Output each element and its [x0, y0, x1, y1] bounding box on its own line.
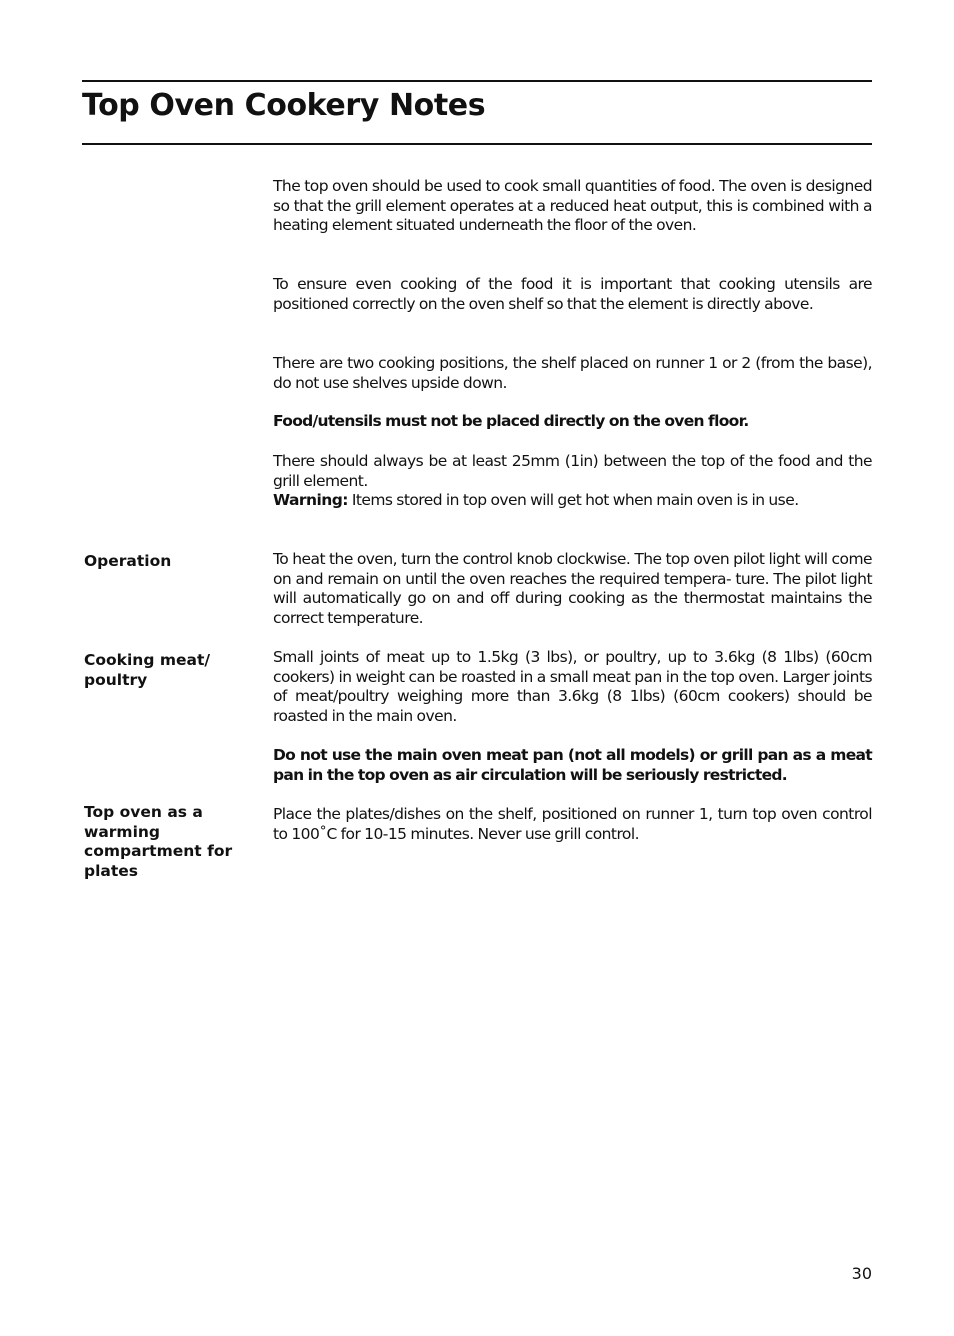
- operation-heading: Operation: [84, 552, 172, 570]
- cooking-meat-heading: Cooking meat/ poultry: [84, 651, 211, 689]
- intro-paragraph-utensil-position: To ensure even cooking of the food it is important that cooking utensils are positioned correctly on the oven shelf so that the element is directly above.: [273, 275, 872, 313]
- intro-floor-warning: Food/utensils must not be placed directly on the oven floor.: [273, 412, 749, 430]
- intro-paragraph-cooking-positions: There are two cooking positions, the shelf placed on runner 1 or 2 (from the base), do not use shelves upside down.: [273, 354, 872, 392]
- intro-paragraph-grill-clearance: [273, 452, 872, 511]
- intro-paragraph-oven-purpose: The top oven should be used to cook small quantities of food. The oven is designed so that the grill element operates at a reduced heat output, this is combined with a heating element situated underneath the floor of the oven.: [273, 177, 872, 235]
- warming-compartment-paragraph: Place the plates/dishes on the shelf, positioned on runner 1, turn top oven control to 100˚C for 10-15 minutes. Never use grill control.: [273, 805, 872, 843]
- meat-pan-warning: Do not use the main oven meat pan (not all models) or grill pan as a meat pan in the top oven as air circulation will be seriously restricted.: [273, 746, 872, 784]
- cooking-meat-paragraph: Small joints of meat up to 1.5kg (3 lbs), or poultry, up to 3.6kg (8 1lbs) (60cm cookers) in weight can be roasted in a small meat pan in the top oven. Larger joints of meat/poultry weighing more than 3.6kg (8 1lbs) (60cm cookers) should be roasted in the main oven.: [273, 648, 872, 725]
- grill-clearance-text: There should always be at least 25mm (1in) between the top of the food and the grill element.: [273, 452, 872, 490]
- warming-compartment-heading: Top oven as a warming compartment for plates: [84, 803, 233, 880]
- title-bottom-rule: [82, 143, 872, 145]
- warning-label: Warning:: [273, 491, 348, 510]
- page-title: Top Oven Cookery Notes: [82, 88, 486, 123]
- operation-paragraph: To heat the oven, turn the control knob clockwise. The top oven pilot light will come on and remain on until the oven reaches the required tempera- ture. The pilot light will automatically go on and off during cooking as the thermostat maintains the correct temperature.: [273, 550, 872, 627]
- warning-text: Items stored in top oven will get hot when main oven is in use.: [347, 491, 799, 510]
- title-top-rule: [82, 80, 872, 82]
- page-number: 30: [851, 1264, 872, 1283]
